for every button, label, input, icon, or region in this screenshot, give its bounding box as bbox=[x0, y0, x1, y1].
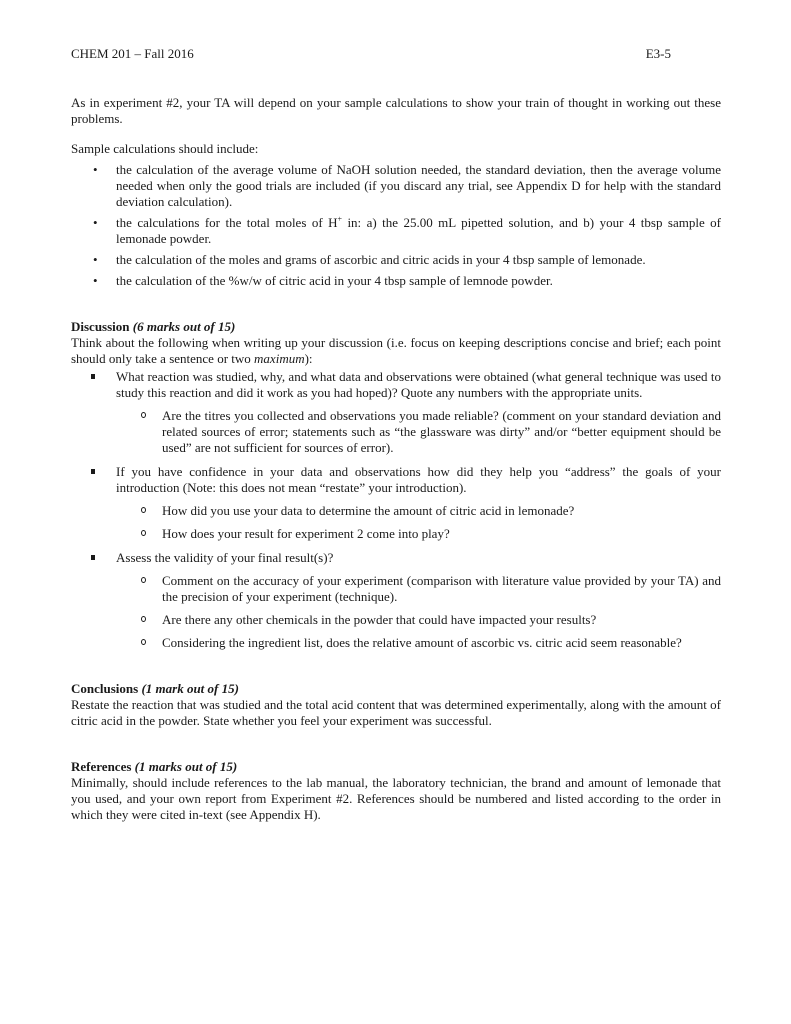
references-title: References bbox=[71, 759, 132, 774]
discussion-lead: Think about the following when writing up your discussion (i.e. focus on keeping descriptions concise and brief; each point should only take a sentence or two maximum): bbox=[71, 335, 721, 366]
list-item bbox=[71, 273, 721, 289]
question-text: Assess the validity of your final result(s)? bbox=[116, 550, 334, 565]
sub-questions bbox=[116, 503, 721, 542]
list-item bbox=[116, 526, 721, 542]
square-bullet bbox=[91, 374, 95, 379]
references-body: Minimally, should include references to the lab manual, the laboratory technician, the brand and amount of lemonade that you used, and your own report from Experiment #2. References should be numbered and listed according to the order in which they were cited in-text (see Appendix H). bbox=[71, 775, 721, 822]
page-header bbox=[71, 46, 671, 64]
square-bullet bbox=[91, 555, 95, 560]
references-marks: (1 marks out of 15) bbox=[134, 759, 238, 774]
circle-bullet bbox=[141, 412, 146, 418]
sub-questions bbox=[116, 408, 721, 456]
sub-question-text: Are there any other chemicals in the powder that could have impacted your results? bbox=[162, 612, 597, 627]
list-item bbox=[116, 573, 721, 605]
circle-bullet bbox=[141, 530, 146, 536]
list-item bbox=[71, 464, 721, 542]
circle-bullet bbox=[141, 639, 146, 645]
sample-calculations-list bbox=[71, 162, 721, 289]
list-item bbox=[71, 162, 721, 210]
page-number: E3-5 bbox=[645, 46, 671, 61]
question-text: What reaction was studied, why, and what data and observations were obtained (what general technique was used to study this reaction and did it work as you had hoped)? Quote any numbers with the appropriate units. bbox=[116, 369, 721, 400]
circle-bullet bbox=[141, 507, 146, 513]
list-item bbox=[71, 252, 721, 268]
list-item bbox=[116, 503, 721, 519]
bullet-marker: • bbox=[93, 273, 98, 288]
sub-question-text: Comment on the accuracy of your experiment (comparison with literature value provided by your TA) and the precision of your experiment (technique). bbox=[162, 573, 721, 604]
sub-question-text: Are the titres you collected and observations you made reliable? (comment on your standard deviation and related sources of error; statements such as “the glassware was dirty” and/or “better equipment should be used” are not sufficient for sources of error). bbox=[162, 408, 721, 455]
question-text: If you have confidence in your data and observations how did they help you “address” the goals of your introduction (Note: this does not mean “restate” your introduction). bbox=[116, 464, 721, 495]
list-item-text: the calculation of the moles and grams of ascorbic and citric acids in your 4 tbsp sample of lemonade. bbox=[116, 252, 646, 267]
bullet-marker: • bbox=[93, 215, 98, 230]
list-item-text: the calculation of the %w/w of citric acid in your 4 tbsp sample of lemnode powder. bbox=[116, 273, 553, 288]
document-body bbox=[71, 95, 721, 823]
superscript-plus: + bbox=[337, 214, 342, 224]
course-title: CHEM 201 – Fall 2016 bbox=[71, 46, 194, 61]
list-item bbox=[71, 550, 721, 651]
list-item bbox=[71, 369, 721, 456]
bullet-marker: • bbox=[93, 162, 98, 177]
list-item-text: the calculation of the average volume of NaOH solution needed, the standard deviation, then the average volume needed when only the good trials are included (if you discard any trial, see Appendix D for help with the standard deviation calculation). bbox=[116, 162, 721, 209]
discussion-marks: (6 marks out of 15) bbox=[132, 319, 236, 334]
sub-question-text: How did you use your data to determine the amount of citric acid in lemonade? bbox=[162, 503, 575, 518]
conclusions-body: Restate the reaction that was studied and the total acid content that was determined experimentally, along with the amount of citric acid in the powder. State whether you feel your experiment was successful. bbox=[71, 697, 721, 728]
circle-bullet bbox=[141, 577, 146, 583]
intro-paragraph: As in experiment #2, your TA will depend on your sample calculations to show your train of thought in working out these problems. bbox=[71, 95, 721, 126]
references-heading bbox=[71, 759, 721, 775]
list-item bbox=[116, 635, 721, 651]
list-item-text-before: the calculations for the total moles of H bbox=[116, 215, 338, 230]
bullet-marker: • bbox=[93, 252, 98, 267]
sub-questions bbox=[116, 573, 721, 651]
conclusions-marks: (1 mark out of 15) bbox=[141, 681, 239, 696]
conclusions-title: Conclusions bbox=[71, 681, 139, 696]
circle-bullet bbox=[141, 616, 146, 622]
list-item bbox=[116, 612, 721, 628]
discussion-heading bbox=[71, 319, 721, 335]
list-item bbox=[116, 408, 721, 456]
sample-lead: Sample calculations should include: bbox=[71, 141, 259, 156]
sub-question-text: Considering the ingredient list, does the relative amount of ascorbic vs. citric acid seem reasonable? bbox=[162, 635, 682, 650]
discussion-title: Discussion bbox=[71, 319, 130, 334]
list-item-text-after: in: a) the 25.00 mL pipetted solution, and b) your 4 tbsp sample of lemonade powder. bbox=[116, 215, 721, 246]
square-bullet bbox=[91, 469, 95, 474]
list-item bbox=[71, 215, 721, 247]
discussion-questions bbox=[71, 369, 721, 651]
conclusions-heading bbox=[71, 681, 721, 697]
sub-question-text: How does your result for experiment 2 come into play? bbox=[162, 526, 450, 541]
